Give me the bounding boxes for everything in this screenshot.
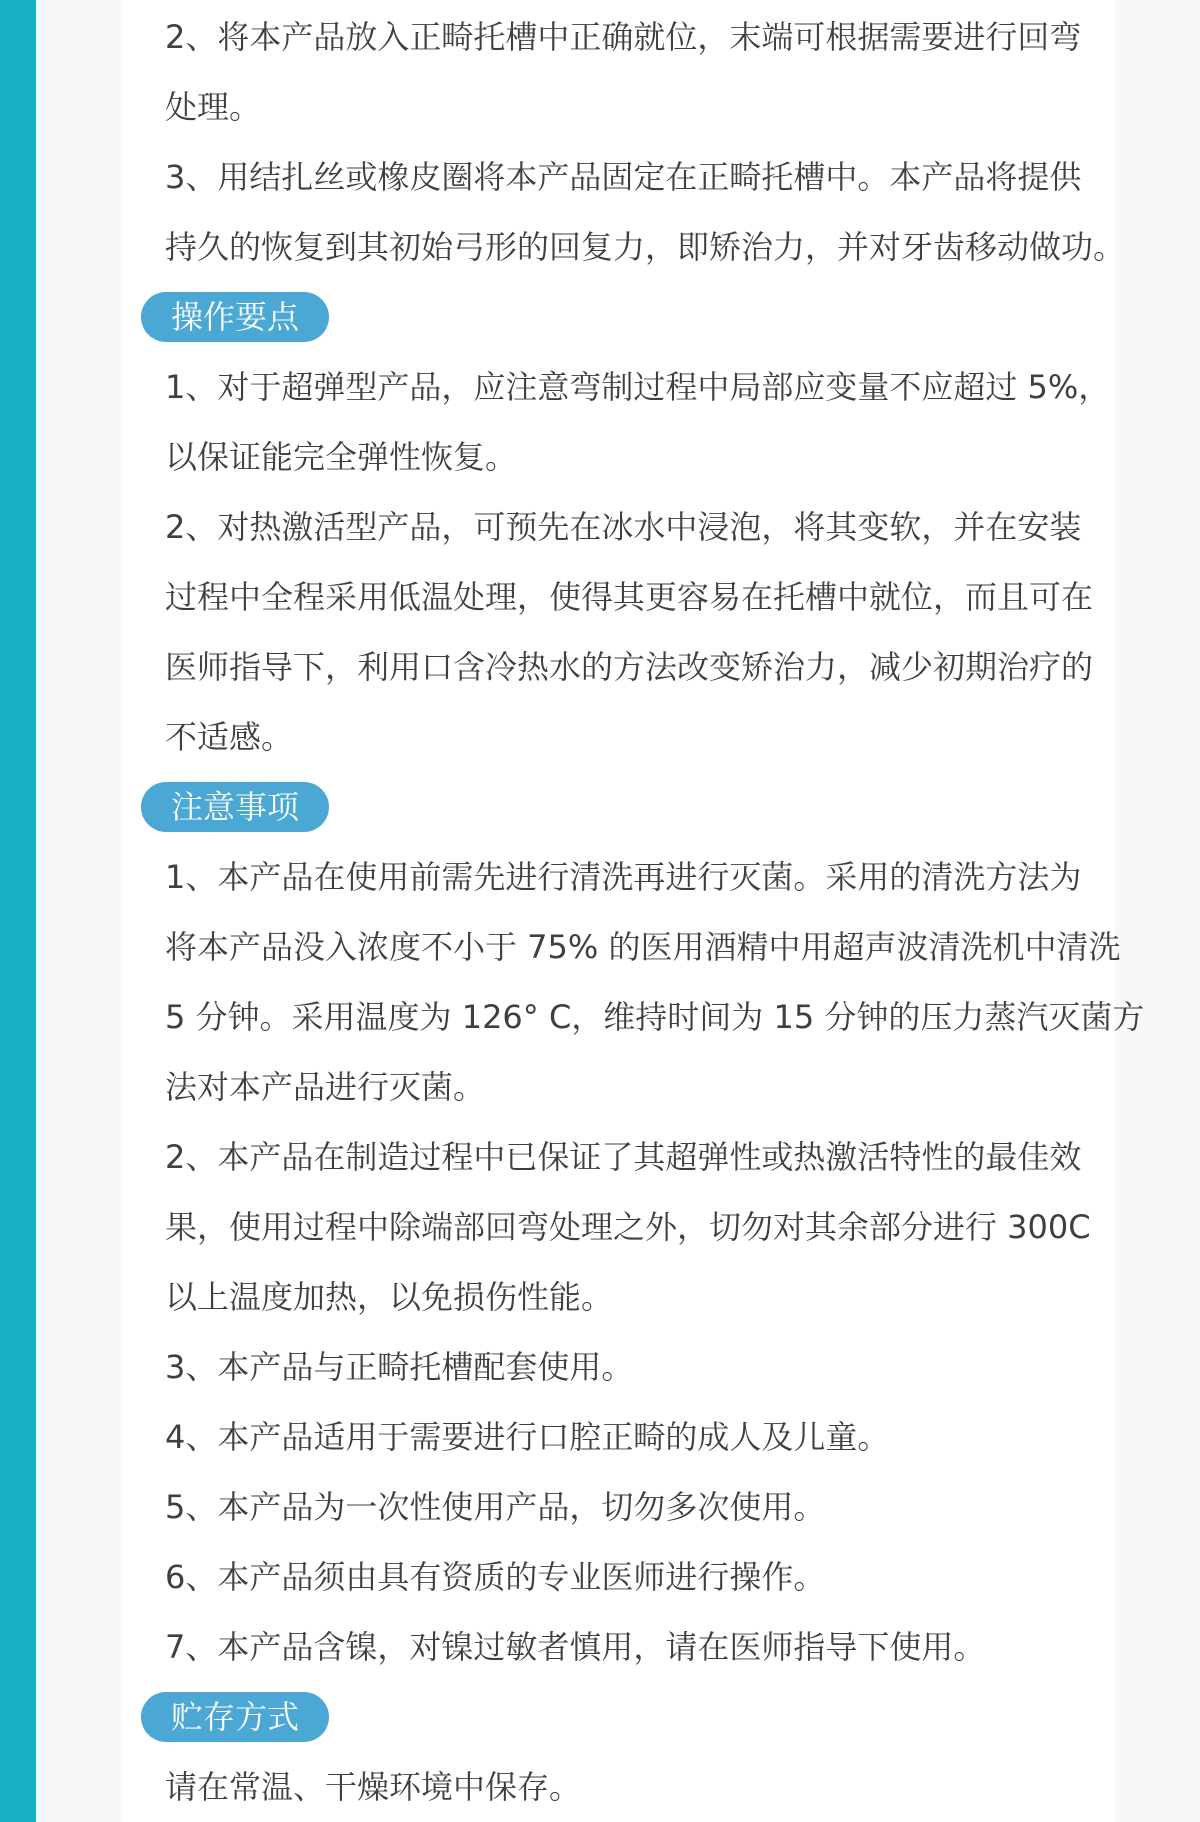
text-line: 不适感。 [165,718,294,756]
paragraph [165,1472,1155,1542]
section-heading-badge: 操作要点 [141,292,329,342]
paragraph [165,842,1155,1122]
section-heading-badge: 贮存方式 [141,1692,329,1742]
text-line: 以上温度加热，以免损伤性能。 [165,1278,614,1316]
text-line: 医师指导下，利用口含冷热水的方法改变矫治力，减少初期治疗的 [165,648,1094,686]
paragraph [165,1612,1155,1682]
text-line: 7、本产品含镍，对镍过敏者慎用，请在医师指导下使用。 [165,1628,986,1666]
paragraph [165,1402,1155,1472]
text-line: 1、本产品在使用前需先进行清洗再进行灭菌。采用的清洗方法为 [165,858,1082,896]
section [165,1682,1155,1822]
document-body [165,2,1155,1822]
text-line: 3、用结扎丝或橡皮圈将本产品固定在正畸托槽中。本产品将提供 [165,158,1082,196]
paragraph [165,492,1155,772]
text-line: 请在常温、干燥环境中保存。 [165,1768,582,1806]
text-line: 1、对于超弹型产品，应注意弯制过程中局部应变量不应超过 5%， [165,368,1111,406]
paragraph [165,2,1155,142]
text-line: 5、本产品为一次性使用产品，切勿多次使用。 [165,1488,826,1526]
paragraph [165,1542,1155,1612]
section-heading-badge: 注意事项 [141,782,329,832]
section [165,282,1155,772]
text-line: 果，使用过程中除端部回弯处理之外，切勿对其余部分进行 300C [165,1208,1091,1246]
paragraph [165,1332,1155,1402]
paragraph [165,1122,1155,1332]
text-line: 以保证能完全弹性恢复。 [165,438,518,476]
text-line: 持久的恢复到其初始弓形的回复力，即矫治力，并对牙齿移动做功。 [165,228,1126,266]
section [165,772,1155,1682]
text-line: 2、对热激活型产品，可预先在冰水中浸泡，将其变软，并在安装 [165,508,1082,546]
text-line: 2、本产品在制造过程中已保证了其超弹性或热激活特性的最佳效 [165,1138,1082,1176]
text-line: 将本产品没入浓度不小于 75% 的医用酒精中用超声波清洗机中清洗 [165,928,1121,966]
paragraph [165,142,1155,282]
text-line: 过程中全程采用低温处理，使得其更容易在托槽中就位，而且可在 [165,578,1094,616]
text-line: 4、本产品适用于需要进行口腔正畸的成人及儿童。 [165,1418,890,1456]
text-line: 法对本产品进行灭菌。 [165,1068,486,1106]
text-line: 5 分钟。采用温度为 126° C，维持时间为 15 分钟的压力蒸汽灭菌方 [165,998,1145,1036]
left-accent-bar [0,0,36,1822]
text-line: 6、本产品须由具有资质的专业医师进行操作。 [165,1558,826,1596]
text-line: 处理。 [165,88,262,126]
text-line: 2、将本产品放入正畸托槽中正确就位，末端可根据需要进行回弯 [165,18,1082,56]
section [165,2,1155,282]
paragraph [165,352,1155,492]
text-line: 3、本产品与正畸托槽配套使用。 [165,1348,634,1386]
paragraph [165,1752,1155,1822]
